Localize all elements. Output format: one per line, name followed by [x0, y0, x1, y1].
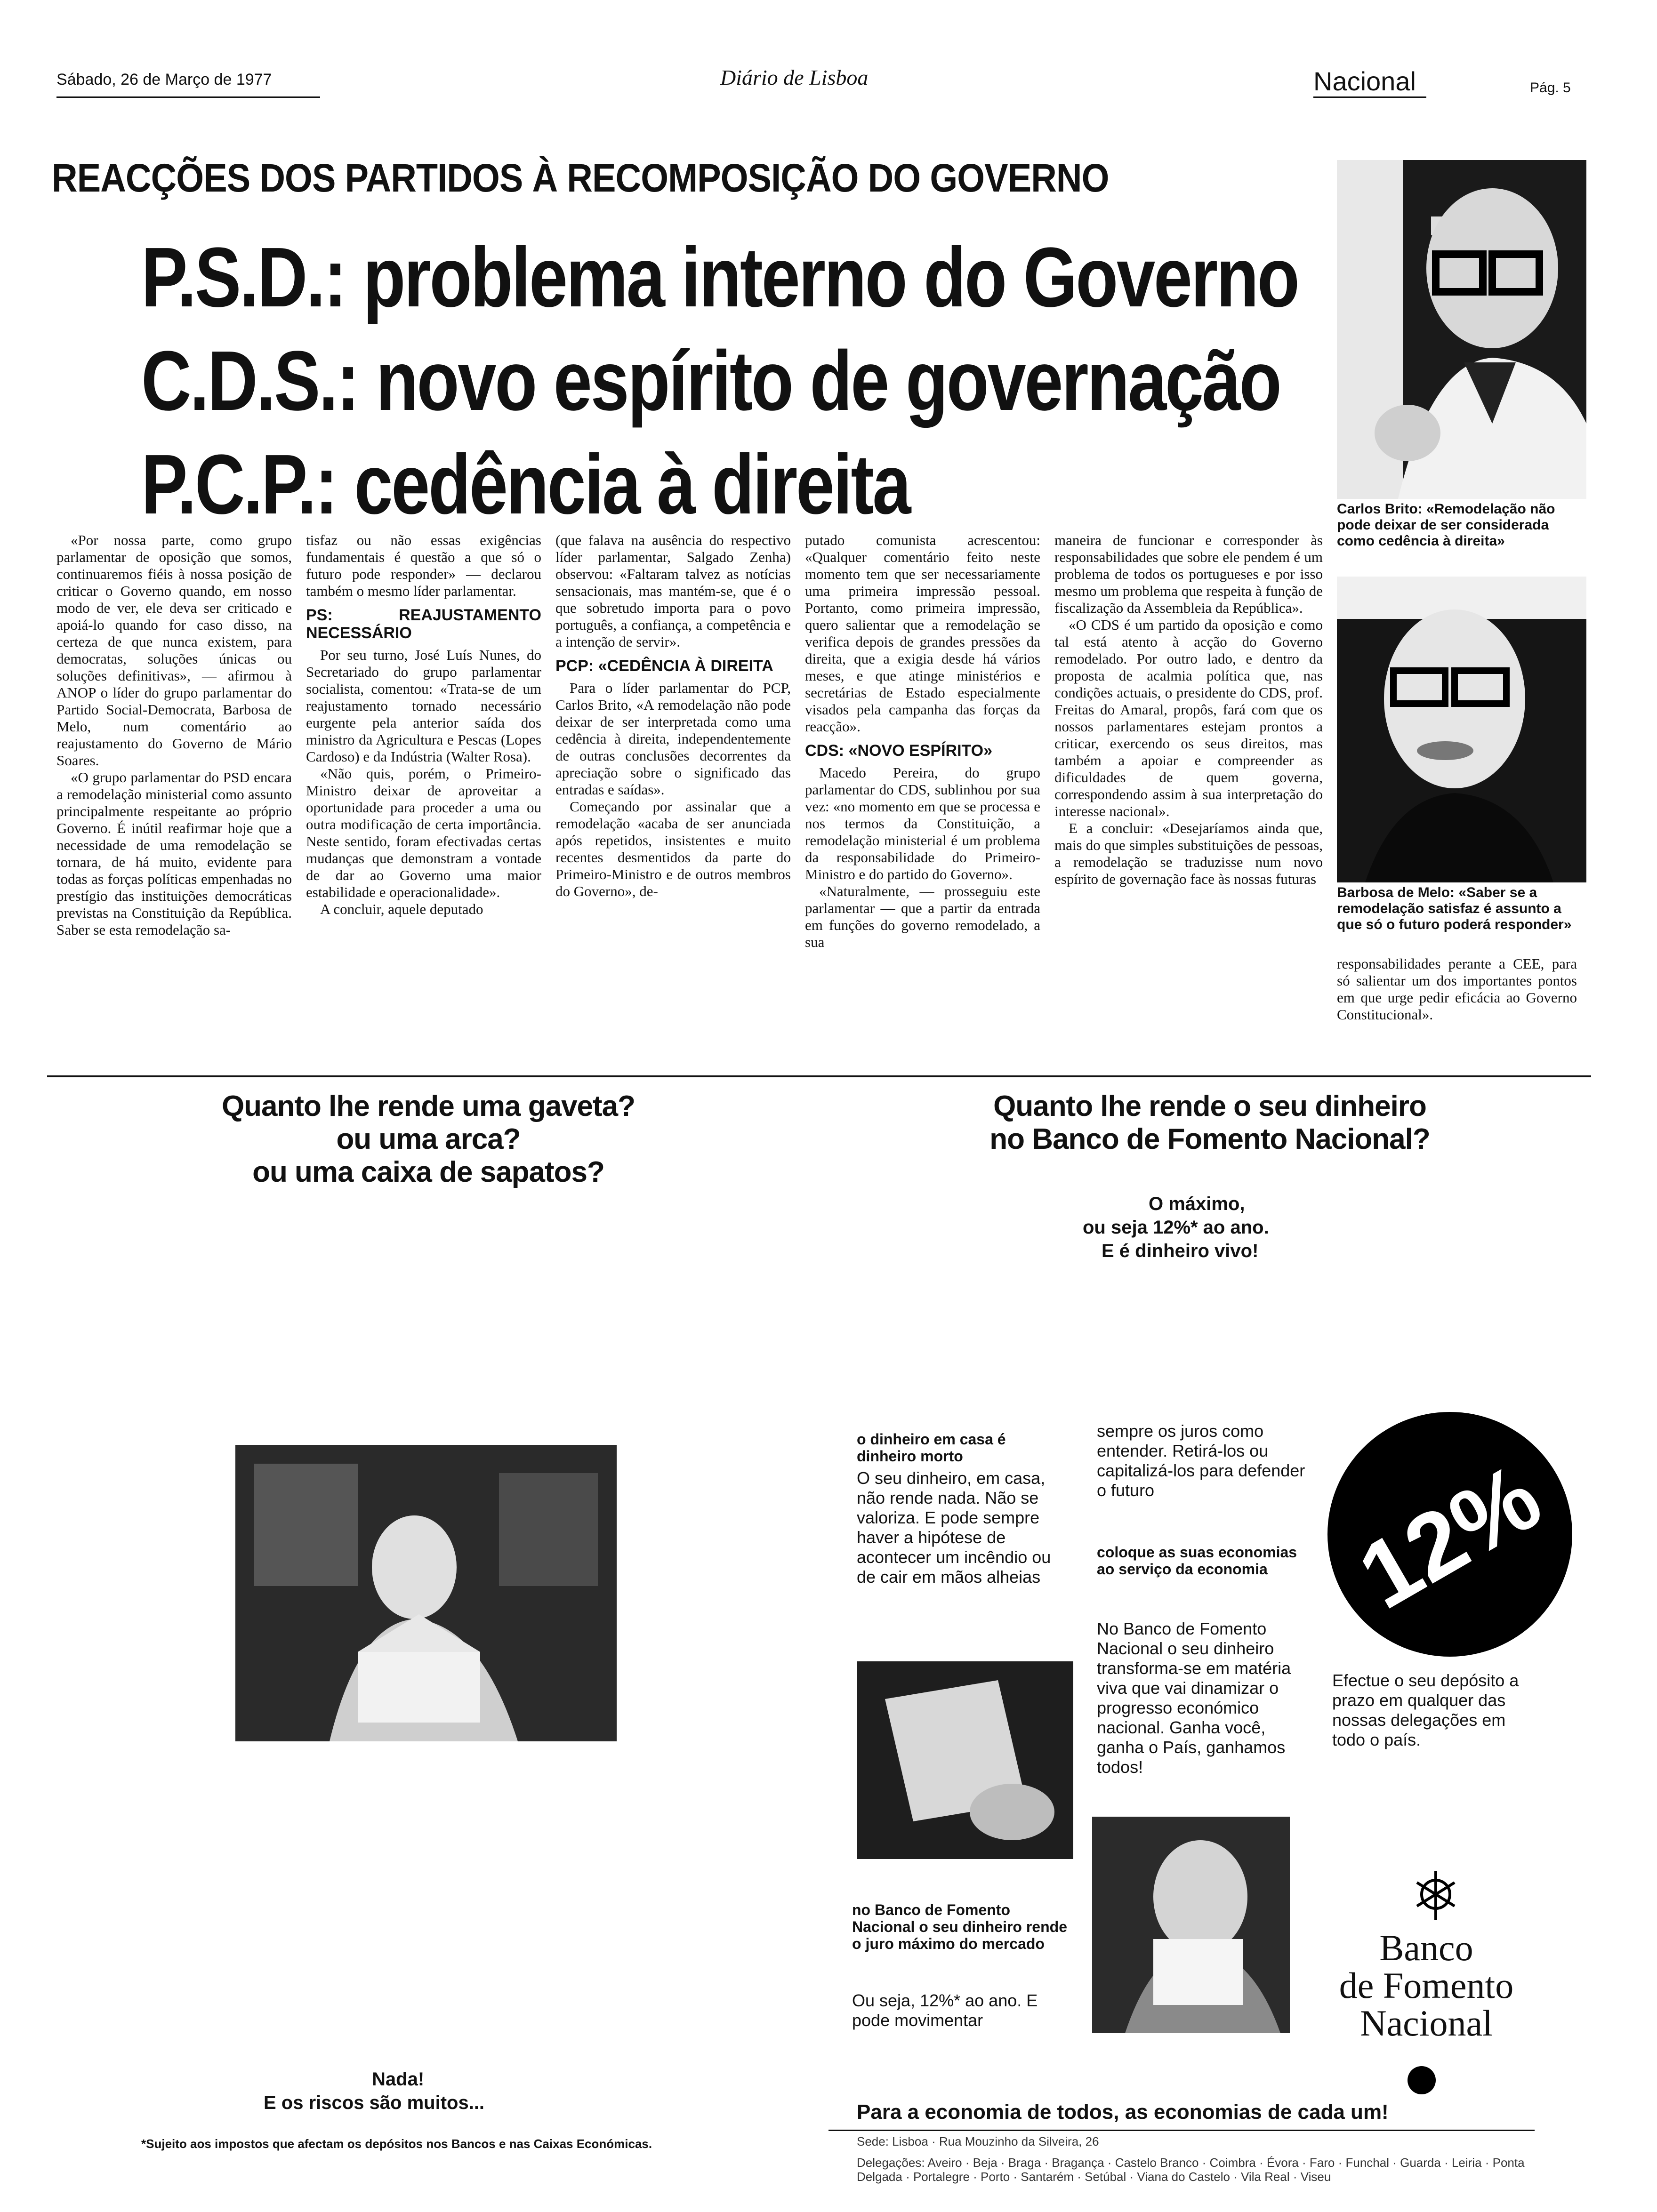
issue-date: Sábado, 26 de Março de 1977 — [56, 71, 272, 88]
paragraph: Por seu turno, José Luís Nunes, do Secretariado do grupo parlamentar socialista, comentou: «Trata-se de um reajustamento tornado necessário eurgente pela anterior saída dos ministro da Agricultura e Pescas (Lopes Cardoso) e da Indústria (Walter Rosa). — [306, 647, 541, 765]
ad-photo-hands — [857, 1661, 1073, 1859]
subheading-cds: CDS: «NOVO ESPÍRITO» — [805, 742, 993, 760]
section-divider — [47, 1075, 1591, 1077]
ad-illustration-man-smiling — [1092, 1817, 1290, 2033]
ad-riscos: E os riscos são muitos... — [264, 2092, 485, 2113]
ad-photo-man-with-box — [235, 1445, 617, 1741]
caption-barbosa-de-melo: Barbosa de Melo: «Saber se a remodelação satisfaz é assunto a que só o futuro poderá responder» — [1337, 885, 1572, 932]
headline-cds: C.D.S.: novo espírito de governação — [141, 334, 1280, 428]
bank-name-3: Nacional — [1360, 2003, 1493, 2044]
ad-coloque-title: coloque as suas economias ao serviço da economia — [1097, 1544, 1297, 1578]
article-column-4 — [805, 532, 1040, 951]
paragraph: «O CDS é um partido da oposição e como tal está atento à acção do Governo remodelado. Por outro lado, e dentro da proposta de acalmia política que, nas condições actuais, o presidente do CDS, prof. Freitas do Amaral, propôs, fará com que os nossos parlamentares estejam prontos a criticar, exercendo os seus direitos, mas também a apoiar e compreender as dificuldades de quem governa, correspondendo assim à sua interpretação do interesse nacional». — [1054, 617, 1323, 819]
article-column-5 — [1054, 532, 1323, 888]
headline-pcp: P.C.P.: cedência à direita — [141, 437, 910, 532]
paragraph: tisfaz ou não essas exigências fundamentais é questão a que só o futuro pode responder» — declarou também o mesmo líder parlamentar. — [306, 532, 541, 599]
portrait-carlos-brito — [1337, 160, 1586, 499]
ad-juros-text: sempre os juros como entender. Retirá-los ou capitalizá-los para defender o futuro — [1097, 1421, 1305, 1500]
ad-juro-text: Ou seja, 12%* ao ano. E pode movimentar — [852, 1991, 1038, 2030]
paragraph: maneira de funcionar e corresponder às responsabilidades que sobre ele pendem é um problema de todos os portugueses e por isso mesmo um problema que respeita à função de fiscalização da Assembleia da República». — [1054, 532, 1323, 616]
ad-maximo-2: ou seja 12%* ao ano. — [1083, 1217, 1269, 1238]
headline-psd: P.S.D.: problema interno do Governo — [141, 230, 1298, 325]
paragraph: putado comunista acrescentou: «Qualquer comentário feito neste momento tem que ser necessariamente uma primeira impressão pessoal. Portanto, como primeira impressão, quero salientar que a remodelação se verifica depois de grandes pressões da direita, que a exigia desde há vários meses, e que atinge ministérios e secretárias de Estado especialmente visados pela campanha das forças da reacção». — [805, 532, 1040, 735]
photo-carlos-brito — [1337, 160, 1586, 499]
ad-coloque-text: No Banco de Fomento Nacional o seu dinheiro transforma-se em matéria viva que vai dinamizar o progresso económico nacional. Ganha você, ganha o País, ganhamos todos! — [1097, 1619, 1291, 1777]
paragraph: responsabilidades perante a CEE, para só salientar um dos importantes pontos em que urge pedir eficácia ao Governo Constitucional». — [1337, 955, 1577, 1023]
ad-address: Sede: Lisboa · Rua Mouzinho da Silveira, 26 — [857, 2134, 1099, 2148]
masthead-rule-right — [1313, 96, 1426, 98]
bank-name-1: Banco — [1379, 1927, 1473, 1968]
ad-nada: Nada! — [372, 2069, 425, 2090]
bank-emblem-icon — [1412, 1868, 1459, 1925]
page-number: Pág. 5 — [1530, 80, 1571, 96]
badge-text: 12% — [1342, 1443, 1558, 1629]
ad-left-headline-3: ou uma caixa de sapatos? — [252, 1156, 604, 1188]
ad-left-headline-1: Quanto lhe rende uma gaveta? — [221, 1090, 635, 1122]
ad-right-headline-1: Quanto lhe rende o seu dinheiro — [993, 1090, 1426, 1122]
article-column-6 — [1337, 955, 1577, 1023]
paragraph: Macedo Pereira, do grupo parlamentar do CDS, sublinhou por sua vez: «no momento em que se processa e nos termos da Constituição, a remodelação ministerial é um problema da responsabilidade do Primeiro-Ministro e do partido do Governo». — [805, 764, 1040, 882]
bank-seal-icon — [1408, 2066, 1436, 2094]
bank-name-2: de Fomento — [1339, 1965, 1514, 2006]
subheading-pcp: PCP: «CEDÊNCIA À DIREITA — [555, 657, 773, 675]
ad-dinheiro-casa-title: o dinheiro em casa é dinheiro morto — [857, 1431, 1006, 1465]
ad-dinheiro-casa-text: O seu dinheiro, em casa, não rende nada. Não se valoriza. E pode sempre haver a hipótese de acontecer um incêndio ou de cair em mãos alheias — [857, 1468, 1051, 1587]
ad-juro-title: no Banco de Fomento Nacional o seu dinheiro rende o juro máximo do mercado — [852, 1901, 1067, 1952]
bank-logo-icon — [1412, 1868, 1459, 1925]
paragraph: «Não quis, porém, o Primeiro-Ministro deixar de aproveitar a oportunidade para proceder a uma ou outra modificação de certa importância. Neste sentido, foram efectivadas certas mudanças que demonstram a vontade de dar ao Governo uma maior estabilidade e operacionalidade». — [306, 765, 541, 900]
ad-illustration-hands — [857, 1661, 1073, 1859]
masthead-rule-left — [56, 96, 320, 98]
newspaper-title: Diário de Lisboa — [720, 65, 869, 89]
paragraph: «Por nossa parte, como grupo parlamentar de oposição que somos, continuaremos fiéis à nossa posição de criticar o Governo quando, em nosso modo de ver, ele deva ser criticado e apoiá-lo quando for caso disso, na certeza de que nunca existem, para democratas, soluções únicas ou soluções definitivas», — afirmou à ANOP o líder do grupo parlamentar do Partido Social-Democrata, Barbosa de Melo, num comentário ao reajustamento do Governo de Mário Soares. — [56, 532, 292, 769]
article-column-2 — [306, 532, 541, 918]
article-kicker: REACÇÕES DOS PARTIDOS À RECOMPOSIÇÃO DO GOVERNO — [52, 156, 1109, 200]
ad-delegacoes: Delegações: Aveiro · Beja · Braga · Bragança · Castelo Branco · Coimbra · Évora · Faro · Funchal · Guarda · Leiria · Ponta Delgada · Portalegre · Porto · Santarém · Setúbal · Viana do Castelo · Vila Real · Viseu — [857, 2156, 1525, 2184]
paragraph: Começando por assinalar que a remodelação «acaba de ser anunciada após repetidos, insistentes e muito recentes desmentidos da parte do Primeiro-Ministro e de outros membros do Governo», de- — [555, 798, 791, 899]
ad-photo-man-smiling — [1092, 1817, 1290, 2033]
section-label: Nacional — [1313, 66, 1416, 96]
paragraph: «O grupo parlamentar do PSD encara a remodelação ministerial como assunto principalmente respeitante ao próprio Governo. É inútil reafirmar hoje que a necessidade de uma remodelação se tornara, de há muito, evidente para todas as forças políticas empenhadas no prestígio das instituições democráticas previstas na Constituição da República. Saber se esta remodelação sa- — [56, 769, 292, 938]
subheading-ps: PS: REAJUSTAMENTO NECESSÁRIO — [306, 606, 541, 642]
article-column-1 — [56, 532, 292, 938]
ad-maximo-1: O máximo, — [1149, 1194, 1245, 1214]
ad-left-headline-2: ou uma arca? — [336, 1123, 521, 1155]
paragraph: Para o líder parlamentar do PCP, Carlos Brito, «A remodelação não pode deixar de ser interpretada como uma cedência à direita, independentemente de outras conclusões decorrentes da apreciação sobre o significado das entradas e saídas». — [555, 680, 791, 798]
caption-carlos-brito: Carlos Brito: «Remodelação não pode deixar de ser considerada como cedência à direita» — [1337, 501, 1555, 549]
paragraph: «Naturalmente, — prosseguiu este parlamentar — que a partir da entrada em funções do governo remodelado, a sua — [805, 883, 1040, 950]
paragraph: E a concluir: «Desejaríamos ainda que, mais do que simples substituições de pessoas, a remodelação se traduzisse num novo espírito de governação face às nossas futuras — [1054, 820, 1323, 887]
ad-deposito-text: Efectue o seu depósito a prazo em qualquer das nossas delegações em todo o país. — [1332, 1671, 1519, 1749]
paragraph: A concluir, aquele deputado — [320, 901, 483, 917]
ad-12-percent-badge — [1327, 1412, 1572, 1657]
ad-maximo-3: E é dinheiro vivo! — [1102, 1241, 1259, 1261]
ad-slogan: Para a economia de todos, as economias de cada um! — [857, 2100, 1389, 2124]
slogan-rule — [828, 2130, 1535, 2131]
ad-illustration-man — [235, 1445, 617, 1741]
article-column-3 — [555, 532, 791, 900]
ad-right-headline-2: no Banco de Fomento Nacional? — [989, 1123, 1430, 1155]
portrait-barbosa-de-melo — [1337, 577, 1586, 882]
photo-barbosa-de-melo — [1337, 577, 1586, 882]
ad-footnote: *Sujeito aos impostos que afectam os depósitos nos Bancos e nas Caixas Económicas. — [141, 2137, 652, 2151]
paragraph: (que falava na ausência do respectivo líder parlamentar, Salgado Zenha) observou: «Faltaram talvez as notícias sensacionais, mas mantém-se, que é o que sobretudo importa para o povo português, a confiança, a competência e a intenção de servir». — [555, 532, 791, 650]
